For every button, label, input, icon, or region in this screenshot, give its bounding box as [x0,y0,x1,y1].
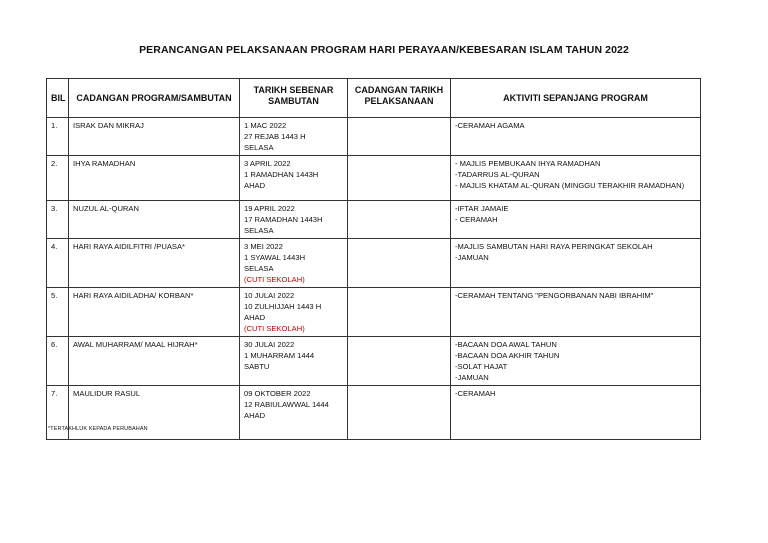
row-aktiviti [451,118,701,156]
table-row [47,118,701,156]
aktiviti-line: -SOLAT HAJAT [455,362,508,371]
tarikh-line: 3 MEI 2022 [244,242,283,251]
aktiviti-line: - MAJLIS PEMBUKAAN IHYA RAMADHAN [455,159,601,168]
aktiviti-line: -CERAMAH AGAMA [455,121,525,130]
tarikh-line: 10 JULAI 2022 [244,291,295,300]
tarikh-line: 1 MUHARRAM 1444 [244,351,315,360]
row-cadangan-tarikh [348,337,451,386]
row-tarikh-sebenar [240,386,348,440]
aktiviti-line: -BACAAN DOA AKHIR TAHUN [455,351,560,360]
table-row [47,201,701,239]
tarikh-line: SELASA [244,264,274,273]
aktiviti-line: -JAMUAN [455,373,489,382]
tarikh-line: 30 JULAI 2022 [244,340,295,349]
row-bil: 5. [47,288,69,337]
program-table [46,78,701,440]
tarikh-line: 12 RABIULAWWAL 1444 [244,400,329,409]
header-program: CADANGAN PROGRAM/SAMBUTAN [69,79,240,118]
footnote: *TERTAKHLUK KEPADA PERUBAHAN [48,426,148,432]
header-cadangan-tarikh: CADANGAN TARIKH PELAKSANAAN [348,79,451,118]
tarikh-line: 10 ZULHIJJAH 1443 H [244,302,322,311]
aktiviti-line: -CERAMAH [455,389,496,398]
row-program: NUZUL AL-QURAN [69,201,240,239]
row-cadangan-tarikh [348,118,451,156]
aktiviti-line: -TADARRUS AL-QURAN [455,170,540,179]
row-aktiviti [451,337,701,386]
aktiviti-line: - MAJLIS KHATAM AL-QURAN (MINGGU TERAKHIR RAMADHAN) [455,181,685,190]
row-bil: 2. [47,156,69,201]
tarikh-line: 1 RAMADHAN 1443H [244,170,319,179]
row-tarikh-sebenar [240,239,348,288]
tarikh-line: AHAD [244,313,266,322]
tarikh-line: SELASA [244,226,274,235]
tarikh-line: 1 SYAWAL 1443H [244,253,306,262]
tarikh-line: SABTU [244,362,270,371]
row-bil: 1. [47,118,69,156]
row-tarikh-sebenar [240,288,348,337]
tarikh-line: 19 APRIL 2022 [244,204,295,213]
row-aktiviti [451,239,701,288]
row-cadangan-tarikh [348,239,451,288]
tarikh-line: 1 MAC 2022 [244,121,287,130]
row-aktiviti [451,288,701,337]
tarikh-line: 27 REJAB 1443 H [244,132,306,141]
aktiviti-line: -BACAAN DOA AWAL TAHUN [455,340,557,349]
aktiviti-line: -MAJLIS SAMBUTAN HARI RAYA PERINGKAT SEKOLAH [455,242,653,251]
row-tarikh-sebenar [240,201,348,239]
aktiviti-line: -JAMUAN [455,253,489,262]
row-program: HARI RAYA AIDILADHA/ KORBAN* [69,288,240,337]
header-aktiviti: AKTIVITI SEPANJANG PROGRAM [451,79,701,118]
row-program: AWAL MUHARRAM/ MAAL HIJRAH* [69,337,240,386]
tarikh-line: SELASA [244,143,274,152]
row-tarikh-sebenar [240,118,348,156]
row-tarikh-sebenar [240,156,348,201]
table-row [47,337,701,386]
aktiviti-line: -CERAMAH TENTANG "PENGORBANAN NABI IBRAHIM" [455,291,654,300]
row-program: MAULIDUR RASUL [69,386,240,440]
document-title: PERANCANGAN PELAKSANAAN PROGRAM HARI PERAYAAN/KEBESARAN ISLAM TAHUN 2022 [139,44,629,56]
row-tarikh-sebenar [240,337,348,386]
header-tarikh-sebenar: TARIKH SEBENAR SAMBUTAN [240,79,348,118]
table-row [47,156,701,201]
row-program: ISRAK DAN MIKRAJ [69,118,240,156]
tarikh-line: 09 OKTOBER 2022 [244,389,311,398]
row-cadangan-tarikh [348,288,451,337]
cuti-sekolah-note: (CUTI SEKOLAH) [244,324,305,333]
row-bil: 6. [47,337,69,386]
table-row [47,239,701,288]
tarikh-line: AHAD [244,181,266,190]
row-aktiviti [451,201,701,239]
table-body [47,118,701,440]
cuti-sekolah-note: (CUTI SEKOLAH) [244,275,305,284]
row-cadangan-tarikh [348,386,451,440]
row-program: HARI RAYA AIDILFITRI /PUASA* [69,239,240,288]
row-program: IHYA RAMADHAN [69,156,240,201]
tarikh-line: 17 RAMADHAN 1443H [244,215,323,224]
table-header-row [47,79,701,118]
header-bil: BIL [47,79,69,118]
row-cadangan-tarikh [348,156,451,201]
tarikh-line: 3 APRIL 2022 [244,159,291,168]
tarikh-line: AHAD [244,411,266,420]
row-cadangan-tarikh [348,201,451,239]
table-row [47,288,701,337]
row-bil: 3. [47,201,69,239]
row-bil: 7. [47,386,69,440]
row-bil: 4. [47,239,69,288]
row-aktiviti [451,156,701,201]
aktiviti-line: - CERAMAH [455,215,498,224]
row-aktiviti [451,386,701,440]
aktiviti-line: -IFTAR JAMAIE [455,204,509,213]
